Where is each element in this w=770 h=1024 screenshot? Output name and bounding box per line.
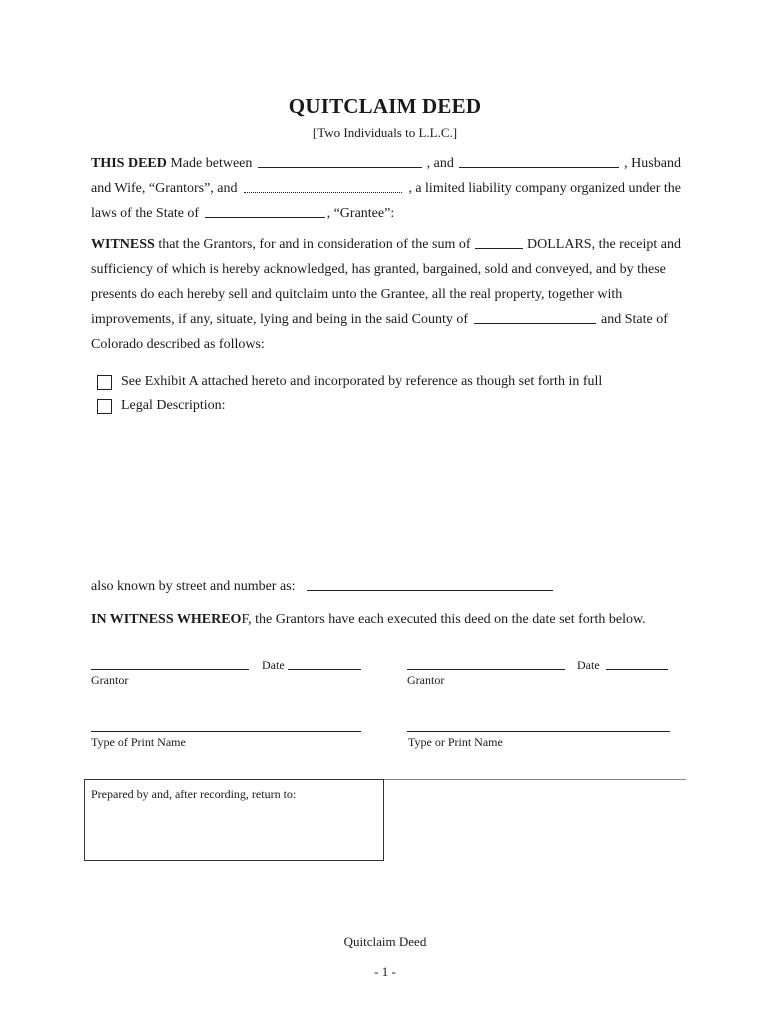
grantor2-date-line[interactable] [606, 669, 668, 670]
witness-line-3: presents do each hereby sell and quitclaim unto the Grantee, all the real property, together with [91, 287, 623, 302]
grantor1-name-field[interactable] [258, 153, 422, 168]
deed-laws-state: laws of the State of [91, 206, 200, 221]
footer-title: Quitclaim Deed [343, 934, 427, 949]
aka-label: also known by street and number as: [91, 579, 296, 594]
grantor2-print-name-line[interactable] [407, 731, 670, 732]
grantee-llc-name-field[interactable] [244, 178, 402, 193]
whereof-rest: F, the Grantors have each executed this deed on the date set forth below. [241, 612, 646, 627]
exhibit-checkbox[interactable] [97, 375, 112, 390]
witness-line1b: DOLLARS, the receipt and [527, 237, 681, 252]
deed-line-3 [91, 201, 681, 226]
street-address-field[interactable] [307, 576, 553, 591]
exhibit-option [97, 374, 602, 390]
aka-line [91, 574, 681, 599]
witness-line4b: and State of [601, 312, 668, 327]
grantor2-date-label: Date [577, 658, 600, 672]
grantor2-label: Grantor [407, 673, 445, 687]
exhibit-label: See Exhibit A attached hereto and incorporated by reference as though set forth in full [121, 374, 603, 389]
document-subtitle: [Two Individuals to L.L.C.] [312, 125, 458, 140]
deed-wife-grantors: and Wife, “Grantors”, and [91, 181, 238, 196]
grantor1-label: Grantor [91, 673, 129, 687]
deed-paragraph [91, 151, 681, 226]
grantor2-print-name-label: Type or Print Name [408, 735, 503, 749]
prepared-by-box[interactable] [84, 779, 384, 861]
divider-line [384, 779, 686, 780]
deed-and: , and [426, 156, 454, 171]
grantor1-date-label: Date [262, 658, 285, 672]
prepared-by-label: Prepared by and, after recording, return to: [91, 787, 297, 801]
witness-line-1 [91, 232, 681, 257]
grantor2-signature-line[interactable] [407, 669, 565, 670]
deed-made-between: Made between [170, 156, 253, 171]
witness-line-5: Colorado described as follows: [91, 337, 265, 352]
legal-description-label: Legal Description: [121, 398, 226, 413]
deed-lead: THIS DEED [91, 156, 167, 171]
legal-description-option [97, 398, 226, 414]
whereof-line [91, 607, 681, 632]
deed-llc-text: , a limited liability company organized under the [408, 181, 681, 196]
whereof-lead: IN WITNESS WHEREO [91, 612, 242, 627]
llc-state-field[interactable] [205, 203, 325, 218]
witness-lead: WITNESS [91, 237, 155, 252]
witness-line4a: improvements, if any, situate, lying and being in the said County of [91, 312, 469, 327]
grantor1-print-name-label: Type of Print Name [91, 735, 186, 749]
grantor1-print-name-line[interactable] [91, 731, 361, 732]
page-number: - 1 - [374, 964, 396, 979]
witness-line1a: that the Grantors, for and in consideration of the sum of [158, 237, 471, 252]
deed-line-2 [91, 176, 681, 201]
consideration-amount-field[interactable] [475, 234, 523, 249]
county-field[interactable] [474, 309, 596, 324]
witness-line-4 [91, 307, 681, 332]
grantor1-date-line[interactable] [288, 669, 361, 670]
deed-line-1 [91, 151, 681, 176]
witness-paragraph [91, 232, 681, 357]
grantor1-signature-line[interactable] [91, 669, 249, 670]
witness-line-2: sufficiency of which is hereby acknowledged, has granted, bargained, sold and conveyed, and by these [91, 262, 666, 277]
document-title: QUITCLAIM DEED [288, 94, 482, 118]
deed-grantee: , “Grantee”: [326, 206, 395, 221]
deed-husband: , Husband [624, 156, 681, 171]
grantor2-name-field[interactable] [459, 153, 619, 168]
legal-description-checkbox[interactable] [97, 399, 112, 414]
